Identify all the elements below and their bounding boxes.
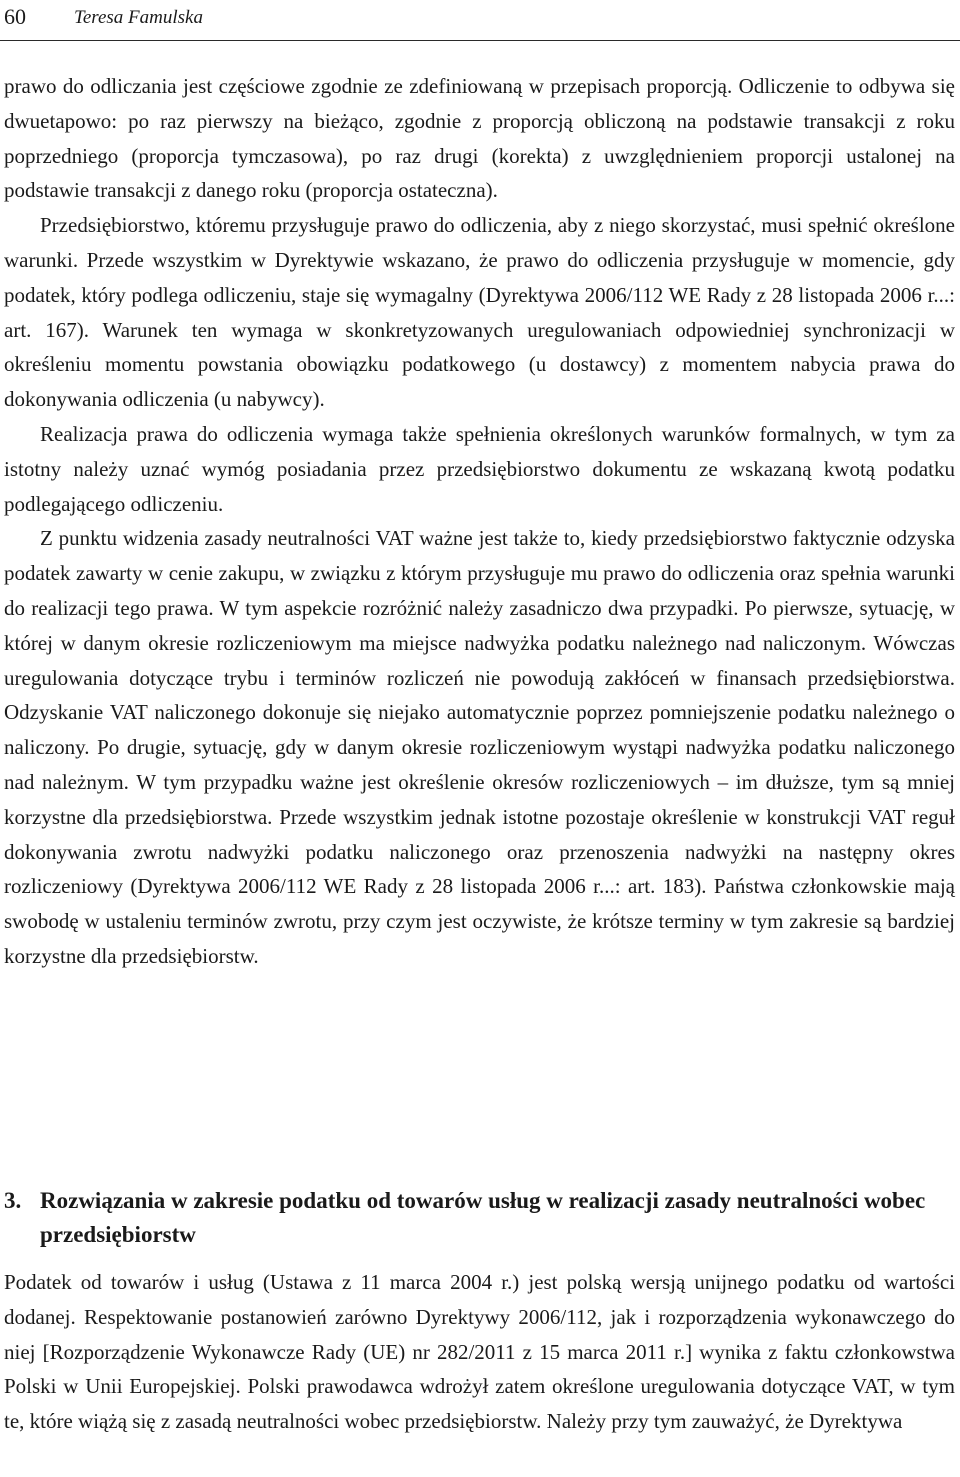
running-head-author: Teresa Famulska <box>74 7 203 28</box>
paragraph-section-intro: Podatek od towarów i usług (Ustawa z 11 marca 2004 r.) jest polską wersją unijnego podatku od wartości dodanej. Respektowanie postanowień zarówno Dyrektywy 2006/112, jak i rozporządzenia wykonawczego do niej [Rozporządzenie Wykonawcze Rady (UE) nr 282/2011 z 15 marca 2011 r.] wynika z faktu członkowstwa Polski w Unii Europejskiej. Polski prawodawca wdrożył zatem określone uregulowania dotyczące VAT, w tym te, które wiążą się z zasadą neutralności wobec przedsiębiorstw. Należy przy tym zauważyć, że Dyrektywa <box>4 1270 955 1434</box>
section-number: 3. <box>4 1188 22 1213</box>
paragraph-deduction-conditions: Przedsiębiorstwo, któremu przysługuje prawo do odliczenia, aby z niego skorzystać, musi spełnić określone warunki. Przede wszystkim w Dyrektywie wskazano, że prawo do odliczenia przysługuje w momencie, gdy podatek, który podlega odliczeniu, staje się wymagalny (Dyrektywa 2006/112 WE Rady z 28 listopada 2006 r...: art. 167). Warunek ten wymaga w skonkretyzowanych uregulowaniach odpowiedniej synchronizacji w określeniu momentu powstania obowiązku podatkowego (u dostawcy) z momentem nabycia prawa do dokonywania odliczenia (u nabywcy). <box>4 213 955 412</box>
paragraph-formal-requirements: Realizacja prawa do odliczenia wymaga także spełnienia określonych warunków formalnych, w tym za istotny należy uznać wymóg posiadania przez przedsiębiorstwo dokumentu ze wskazaną kwotą podatku podlegającego odliczeniu. <box>4 421 955 516</box>
section-heading <box>4 1184 955 1252</box>
page-header <box>0 0 960 44</box>
paragraph-neutrality-timing: Z punktu widzenia zasady neutralności VAT ważne jest także to, kiedy przedsiębiorstwo faktycznie odzyska podatek zawarty w cenie zakupu, w związku z którym przysługuje mu prawo do odliczenia oraz spełnia warunki do realizacji tego prawa. W tym aspekcie rozróżnić należy zasadniczo dwa przypadki. Po pierwsze, sytuację, w której w danym okresie rozliczeniowym ma miejsce nadwyżka podatku należnego nad naliczonym. Wówczas uregulowania dotyczące trybu i terminów rozliczeń nie powodują zakłóceń w finansach przedsiębiorstwa. Odzyskanie VAT naliczonego dokonuje się niejako automatycznie poprzez pomniejszenie podatku należnego o naliczony. Po drugie, sytuację, gdy w danym okresie rozliczeniowym wystąpi nadwyżka podatku naliczonego nad należnym. W tym przypadku ważne jest określenie okresów rozliczeniowych – im dłuższe, tym są mniej korzystne dla przedsiębiorstwa. Przede wszystkim jednak istotne pozostaje określenie w konstrukcji VAT reguł dokonywania zwrotu nadwyżki podatku naliczonego oraz przenoszenia nadwyżki na następny okres rozliczeniowy (Dyrektywa 2006/112 WE Rady z 28 listopada 2006 r...: art. 183). Państwa członkowskie mają swobodę w ustaleniu terminów zwrotu, przy czym jest oczywiste, że krótsze terminy w tym zakresie są bardziej korzystne dla przedsiębiorstw. <box>4 526 955 968</box>
page-number: 60 <box>4 4 26 29</box>
section-title: Rozwiązania w zakresie podatku od towarów usług w realizacji zasady neutralności wobec przedsiębiorstw <box>40 1188 926 1247</box>
header-divider <box>0 40 960 41</box>
paragraph-continuation: prawo do odliczania jest częściowe zgodnie ze zdefiniowaną w przepisach proporcją. Odliczenie to odbywa się dwuetapowo: po raz pierwszy na bieżąco, zgodnie z proporcją obliczoną na podstawie transakcji z roku poprzedniego (proporcja tymczasowa), po raz drugi (korekta) z uwzględnieniem proporcji ustalonej na podstawie transakcji z danego roku (proporcja ostateczna). <box>4 74 955 203</box>
section-body <box>4 1265 955 1439</box>
body-text <box>4 69 955 974</box>
